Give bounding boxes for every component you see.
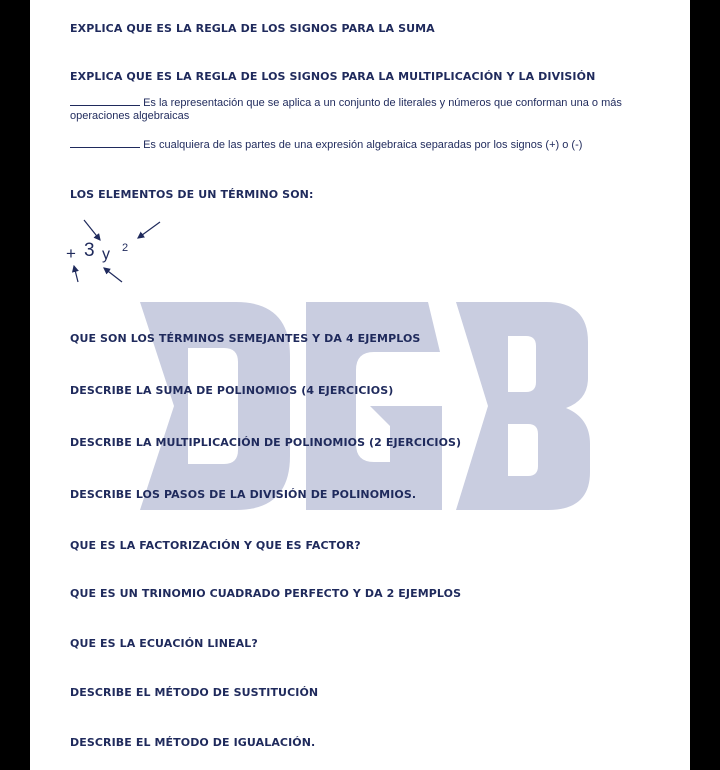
- question-factorization: QUE ES LA FACTORIZACIÓN Y QUE ES FACTOR?: [70, 539, 361, 552]
- question-sign-rule-multiplication: EXPLICA QUE ES LA REGLA DE LOS SIGNOS PARA LA MULTIPLICACIÓN Y LA DIVISIÓN: [70, 70, 596, 83]
- answer-blank[interactable]: [70, 96, 140, 106]
- term-diagram: [66, 212, 176, 288]
- question-perfect-square-trinomial: QUE ES UN TRINOMIO CUADRADO PERFECTO Y DA 2 EJEMPLOS: [70, 587, 462, 600]
- term-sign: +: [66, 244, 76, 263]
- definition-text: Es cualquiera de las partes de una expresión algebraica separadas por los signos (+) o (-): [143, 139, 583, 151]
- question-polynomial-sum: DESCRIBE LA SUMA DE POLINOMIOS (4 EJERCICIOS): [70, 384, 394, 397]
- question-similar-terms: QUE SON LOS TÉRMINOS SEMEJANTES Y DA 4 EJEMPLOS: [70, 332, 421, 345]
- definition-text: Es la representación que se aplica a un conjunto de literales y números que conforman una o más operaciones algebraicas: [70, 97, 622, 122]
- term-exponent: 2: [122, 242, 129, 254]
- question-polynomial-multiplication: DESCRIBE LA MULTIPLICACIÓN DE POLINOMIOS (2 EJERCICIOS): [70, 436, 462, 449]
- fill-in-definition-2: [70, 138, 670, 152]
- question-term-elements: LOS ELEMENTOS DE UN TÉRMINO SON:: [70, 188, 314, 201]
- term-variable: y: [102, 246, 110, 263]
- fill-in-definition-1: [70, 96, 670, 123]
- question-linear-equation: QUE ES LA ECUACIÓN LINEAL?: [70, 637, 258, 650]
- term-coefficient: 3: [84, 240, 95, 261]
- term-arrows: [66, 212, 176, 288]
- watermark-letter-b: [456, 302, 590, 510]
- watermark-logo: [138, 296, 594, 516]
- question-equalization-method: DESCRIBE EL MÉTODO DE IGUALACIÓN.: [70, 736, 316, 749]
- question-substitution-method: DESCRIBE EL MÉTODO DE SUSTITUCIÓN: [70, 686, 319, 699]
- document-page: [30, 0, 690, 770]
- question-sign-rule-sum: EXPLICA QUE ES LA REGLA DE LOS SIGNOS PARA LA SUMA: [70, 22, 435, 35]
- answer-blank[interactable]: [70, 138, 140, 148]
- question-polynomial-division: DESCRIBE LOS PASOS DE LA DIVISIÓN DE POLINOMIOS.: [70, 488, 417, 501]
